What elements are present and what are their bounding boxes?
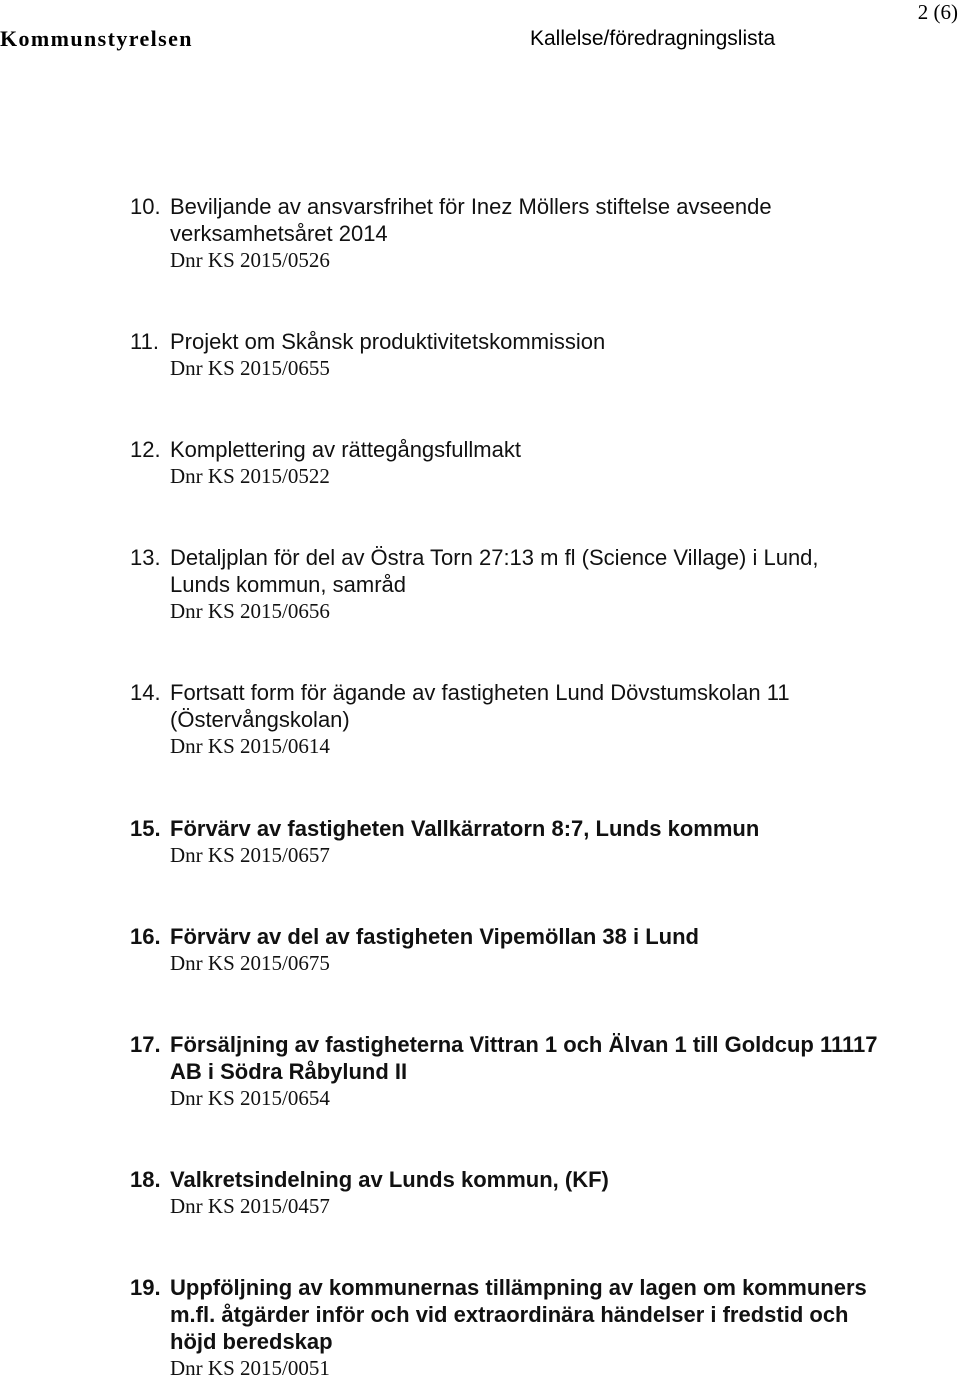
item-dnr: Dnr KS 2015/0654 [170,1086,330,1110]
item-dnr: Dnr KS 2015/0457 [170,1194,330,1218]
agenda-item-14 [130,679,950,760]
title-line: Fortsatt form för ägande av fastigheten Lund Dövstumskolan 11 [170,680,790,705]
item-dnr: Dnr KS 2015/0614 [170,734,330,758]
title-line: höjd beredskap [170,1329,333,1354]
item-title [170,1166,950,1193]
item-title [170,1274,950,1355]
item-number: 16. [130,924,161,949]
agenda-item-11 [130,328,950,382]
item-number: 11. [130,329,159,354]
item-dnr: Dnr KS 2015/0526 [170,248,330,272]
item-number: 19. [130,1275,161,1300]
agenda-item-17 [130,1031,950,1112]
agenda-item-12 [130,436,950,490]
title-line: verksamhetsåret 2014 [170,221,388,246]
item-number: 18. [130,1167,161,1192]
item-number: 17. [130,1032,161,1057]
item-dnr: Dnr KS 2015/0657 [170,843,330,867]
item-number: 15. [130,816,161,841]
item-dnr: Dnr KS 2015/0522 [170,464,330,488]
item-number: 10. [130,194,161,219]
agenda-item-13 [130,544,950,625]
title-line: Detaljplan för del av Östra Torn 27:13 m fl (Science Village) i Lund, [170,545,819,570]
title-line: (Östervångskolan) [170,707,350,732]
item-title [170,328,950,355]
title-line: Valkretsindelning av Lunds kommun, (KF) [170,1167,609,1192]
title-line: Projekt om Skånsk produktivitetskommission [170,329,606,354]
agenda-item-16 [130,923,950,977]
organization-name: Kommunstyrelsen [0,26,193,51]
item-number: 14. [130,680,161,705]
title-line: Beviljande av ansvarsfrihet för Inez Möllers stiftelse avseende [170,194,772,219]
item-number: 13. [130,545,161,570]
item-title [170,193,950,247]
title-line: Förvärv av del av fastigheten Vipemöllan 38 i Lund [170,924,699,949]
item-dnr: Dnr KS 2015/0656 [170,599,330,623]
agenda-item-18 [130,1166,950,1220]
item-dnr: Dnr KS 2015/0051 [170,1356,330,1380]
agenda-item-10 [130,193,950,274]
item-dnr: Dnr KS 2015/0675 [170,951,330,975]
item-title [170,1031,950,1085]
item-number: 12. [130,437,161,462]
page-number: 2 (6) [917,0,958,24]
item-title [170,815,950,842]
title-line: Försäljning av fastigheterna Vittran 1 och Älvan 1 till Goldcup 11117 [170,1032,878,1057]
title-line: Lunds kommun, samråd [170,572,406,597]
title-line: AB i Södra Råbylund II [170,1059,408,1084]
item-title [170,679,950,733]
title-line: Komplettering av rättegångsfullmakt [170,437,521,462]
document-type: Kallelse/föredragningslista [530,27,776,50]
item-title [170,923,950,950]
agenda-item-19 [130,1274,950,1382]
title-line: Förvärv av fastigheten Vallkärratorn 8:7, Lunds kommun [170,816,760,841]
title-line: Uppföljning av kommunernas tillämpning av lagen om kommuners [170,1275,867,1300]
item-dnr: Dnr KS 2015/0655 [170,356,330,380]
item-title [170,544,950,598]
agenda-item-15 [130,815,950,869]
item-title [170,436,950,463]
title-line: m.fl. åtgärder inför och vid extraordinära händelser i fredstid och [170,1302,849,1327]
